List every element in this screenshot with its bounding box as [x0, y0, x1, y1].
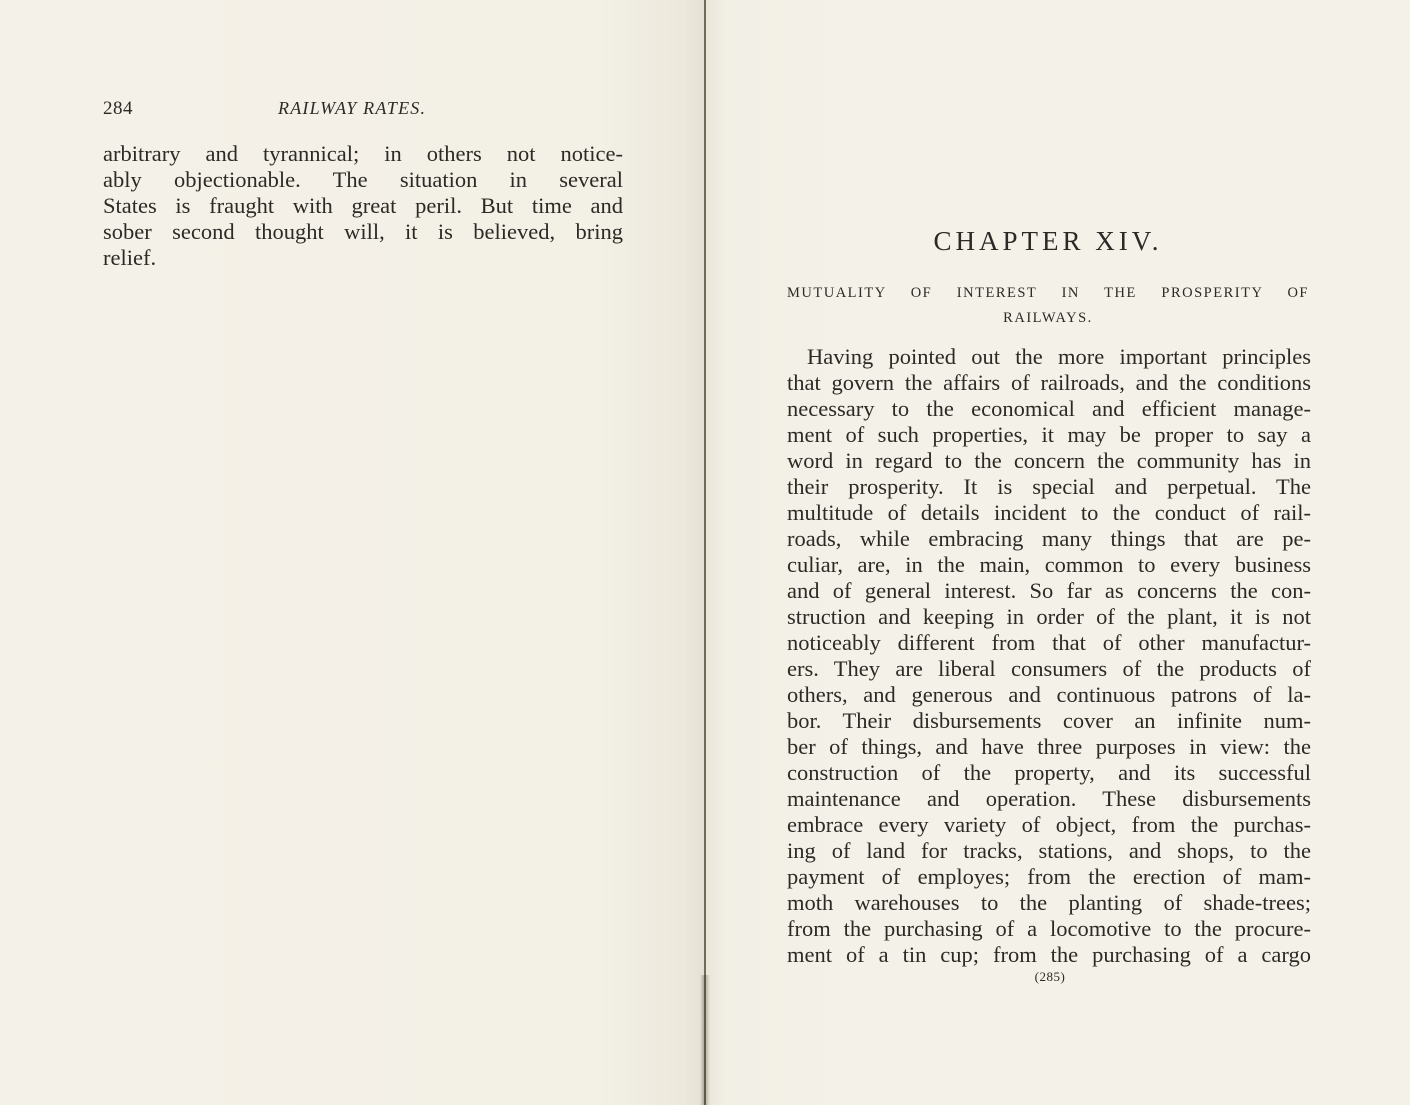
text-line: maintenance and operation. These disbursements [787, 786, 1311, 811]
book-gutter [704, 0, 706, 1105]
text-line: that govern the affairs of railroads, and the conditions [787, 370, 1311, 395]
text-line: word in regard to the concern the community has in [787, 448, 1311, 473]
chapter-title: CHAPTER XIV. [933, 226, 1163, 256]
running-title: RAILWAY RATES. [278, 98, 427, 118]
text-line: moth warehouses to the planting of shade-trees; [787, 890, 1311, 915]
text-line: ber of things, and have three purposes in view: the [787, 734, 1311, 759]
chapter-subtitle-line: MUTUALITY OF INTEREST IN THE PROSPERITY OF [787, 285, 1309, 301]
running-head [103, 98, 623, 122]
text-line: others, and generous and continuous patrons of la- [787, 682, 1311, 707]
chapter-subtitle-line: RAILWAYS. [1003, 310, 1093, 326]
page-number-right: (285) [1034, 969, 1066, 984]
text-line: ably objectionable. The situation in several [103, 167, 623, 192]
text-line: struction and keeping in order of the plant, it is not [787, 604, 1311, 629]
text-line: ment of such properties, it may be proper to say a [787, 422, 1311, 447]
text-line: and of general interest. So far as concerns the con- [787, 578, 1311, 603]
text-line: ers. They are liberal consumers of the products of [787, 656, 1311, 681]
text-line: culiar, are, in the main, common to every business [787, 552, 1311, 577]
text-line: roads, while embracing many things that are pe- [787, 526, 1311, 551]
text-line: ment of a tin cup; from the purchasing of a cargo [787, 942, 1311, 967]
gutter-shadow [700, 975, 710, 1105]
left-page-text [103, 141, 623, 271]
text-line: Having pointed out the more important principles [807, 344, 1311, 369]
text-line: construction of the property, and its successful [787, 760, 1311, 785]
text-line: bor. Their disbursements cover an infinite num- [787, 708, 1311, 733]
page-number-left: 284 [103, 98, 133, 119]
text-line: arbitrary and tyrannical; in others not notice- [103, 141, 623, 166]
text-line: multitude of details incident to the conduct of rail- [787, 500, 1311, 525]
text-line: necessary to the economical and efficient manage- [787, 396, 1311, 421]
text-line: relief. [103, 245, 157, 270]
text-line: their prosperity. It is special and perpetual. The [787, 474, 1311, 499]
text-line: embrace every variety of object, from the purchas- [787, 812, 1311, 837]
text-line: noticeably different from that of other manufactur- [787, 630, 1311, 655]
text-line: from the purchasing of a locomotive to the procure- [787, 916, 1311, 941]
right-page-text [787, 344, 1311, 968]
text-line: States is fraught with great peril. But time and [103, 193, 623, 218]
text-line: sober second thought will, it is believed, bring [103, 219, 623, 244]
chapter-subtitle [787, 281, 1309, 331]
text-line: ing of land for tracks, stations, and shops, to the [787, 838, 1311, 863]
text-line: payment of employes; from the erection of mam- [787, 864, 1311, 889]
